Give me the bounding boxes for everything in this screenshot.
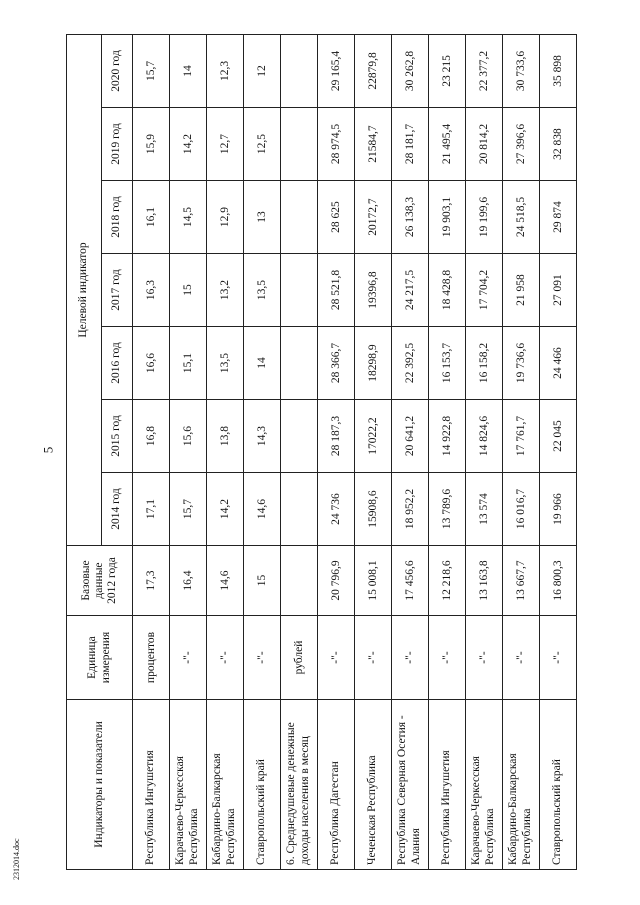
table-body: [133, 34, 577, 869]
year-value-cell: 14,2: [170, 108, 207, 181]
indicator-cell: Республика Дагестан: [318, 700, 355, 870]
unit-cell: -"-: [540, 616, 577, 700]
year-value-cell: 29 874: [540, 181, 577, 254]
year-value-cell: [281, 108, 318, 181]
rotated-table-container: [66, 30, 596, 870]
year-value-cell: 16 016,7: [503, 473, 540, 546]
year-value-cell: [281, 327, 318, 400]
base-value-cell: 20 796,9: [318, 546, 355, 616]
year-value-cell: 29 165,4: [318, 34, 355, 107]
header-year: 2016 год: [102, 327, 133, 400]
year-value-cell: 19 736,6: [503, 327, 540, 400]
year-value-cell: 21584,7: [355, 108, 392, 181]
header-target-indicator: Целевой индикатор: [67, 34, 102, 545]
base-value-cell: 16 800,3: [540, 546, 577, 616]
year-value-cell: 13,5: [244, 254, 281, 327]
year-value-cell: 28 187,3: [318, 400, 355, 473]
indicator-cell: Кабардино-Балкарская Республика: [207, 700, 244, 870]
year-value-cell: 15,7: [133, 34, 170, 107]
year-value-cell: 14,3: [244, 400, 281, 473]
unit-cell: процентов: [133, 616, 170, 700]
table-row: [281, 34, 318, 869]
table-row: [133, 34, 170, 869]
year-value-cell: 13 789,6: [429, 473, 466, 546]
year-value-cell: 24 217,5: [392, 254, 429, 327]
year-value-cell: 27 396,6: [503, 108, 540, 181]
year-value-cell: 14: [244, 327, 281, 400]
year-value-cell: [281, 254, 318, 327]
year-value-cell: 15,7: [170, 473, 207, 546]
year-value-cell: 28 181,7: [392, 108, 429, 181]
page-number: 5: [40, 446, 56, 454]
year-value-cell: 14,5: [170, 181, 207, 254]
year-value-cell: 32 838: [540, 108, 577, 181]
year-value-cell: 12,5: [244, 108, 281, 181]
header-unit: Единица измерения: [67, 616, 133, 700]
table-row: [392, 34, 429, 869]
year-value-cell: 16,3: [133, 254, 170, 327]
year-value-cell: 19 903,1: [429, 181, 466, 254]
table-row: [318, 34, 355, 869]
table-row: [244, 34, 281, 869]
file-name-note: 2312014.doc: [12, 838, 21, 880]
header-year: 2019 год: [102, 108, 133, 181]
year-value-cell: 17 761,7: [503, 400, 540, 473]
indicators-table: [66, 34, 577, 870]
year-value-cell: 27 091: [540, 254, 577, 327]
indicator-cell: Кабардино-Балкарская Республика: [503, 700, 540, 870]
year-value-cell: 14,6: [244, 473, 281, 546]
unit-cell: -"-: [244, 616, 281, 700]
year-value-cell: 22 377,2: [466, 34, 503, 107]
year-value-cell: 15: [170, 254, 207, 327]
year-value-cell: 20 641,2: [392, 400, 429, 473]
year-value-cell: [281, 400, 318, 473]
header-year: 2017 год: [102, 254, 133, 327]
year-value-cell: 13,2: [207, 254, 244, 327]
table-row: [466, 34, 503, 869]
year-value-cell: 17,1: [133, 473, 170, 546]
year-value-cell: 18 428,8: [429, 254, 466, 327]
year-value-cell: 18298,9: [355, 327, 392, 400]
header-year: 2014 год: [102, 473, 133, 546]
year-value-cell: 22 392,5: [392, 327, 429, 400]
year-value-cell: 19 966: [540, 473, 577, 546]
year-value-cell: 20172,7: [355, 181, 392, 254]
year-value-cell: [281, 473, 318, 546]
year-value-cell: 24 518,5: [503, 181, 540, 254]
base-value-cell: 15: [244, 546, 281, 616]
year-value-cell: 16 153,7: [429, 327, 466, 400]
year-value-cell: 16,1: [133, 181, 170, 254]
year-value-cell: 15,6: [170, 400, 207, 473]
year-value-cell: 13: [244, 181, 281, 254]
table-row: [355, 34, 392, 869]
year-value-cell: 18 952,2: [392, 473, 429, 546]
unit-cell: -"-: [466, 616, 503, 700]
year-value-cell: 19 199,6: [466, 181, 503, 254]
year-value-cell: 16,6: [133, 327, 170, 400]
base-value-cell: 13 163,8: [466, 546, 503, 616]
year-value-cell: 20 814,2: [466, 108, 503, 181]
year-value-cell: 30 262,8: [392, 34, 429, 107]
year-value-cell: 13,8: [207, 400, 244, 473]
header-indicators: Индикаторы и показатели: [67, 700, 133, 870]
year-value-cell: 13,5: [207, 327, 244, 400]
year-value-cell: 15,1: [170, 327, 207, 400]
table-row: [503, 34, 540, 869]
unit-cell: -"-: [170, 616, 207, 700]
year-value-cell: 16 158,2: [466, 327, 503, 400]
base-value-cell: 13 667,7: [503, 546, 540, 616]
indicator-cell: 6. Среднедушевые денежные доходы населения в месяц: [281, 700, 318, 870]
table-row: [170, 34, 207, 869]
table-row: [429, 34, 466, 869]
base-value-cell: 14,6: [207, 546, 244, 616]
unit-cell: -"-: [207, 616, 244, 700]
year-value-cell: 28 625: [318, 181, 355, 254]
year-value-cell: 12,7: [207, 108, 244, 181]
header-base-data: Базовые данные 2012 года: [67, 546, 133, 616]
year-value-cell: 28 521,8: [318, 254, 355, 327]
year-value-cell: [281, 181, 318, 254]
year-value-cell: 22 045: [540, 400, 577, 473]
year-value-cell: 16,8: [133, 400, 170, 473]
year-value-cell: 30 733,6: [503, 34, 540, 107]
year-value-cell: 14: [170, 34, 207, 107]
indicator-cell: Республика Ингушетия: [429, 700, 466, 870]
table-row: [207, 34, 244, 869]
year-value-cell: 12,9: [207, 181, 244, 254]
year-value-cell: 28 974,5: [318, 108, 355, 181]
indicator-cell: Республика Северная Осетия - Алания: [392, 700, 429, 870]
year-value-cell: 24 736: [318, 473, 355, 546]
indicator-cell: Республика Ингушетия: [133, 700, 170, 870]
year-value-cell: 22879,8: [355, 34, 392, 107]
header-year: 2018 год: [102, 181, 133, 254]
year-value-cell: 12,3: [207, 34, 244, 107]
year-value-cell: 35 898: [540, 34, 577, 107]
indicator-cell: Чеченская Республика: [355, 700, 392, 870]
base-value-cell: 12 218,6: [429, 546, 466, 616]
year-value-cell: 14 824,6: [466, 400, 503, 473]
year-value-cell: 26 138,3: [392, 181, 429, 254]
indicator-cell: Карачаево-Черкесская Республика: [466, 700, 503, 870]
unit-cell: -"-: [355, 616, 392, 700]
indicator-cell: Ставропольский край: [244, 700, 281, 870]
unit-cell: рублей: [281, 616, 318, 700]
year-value-cell: 28 366,7: [318, 327, 355, 400]
year-value-cell: 21 958: [503, 254, 540, 327]
year-value-cell: 17022,2: [355, 400, 392, 473]
year-value-cell: 15,9: [133, 108, 170, 181]
header-year: 2015 год: [102, 400, 133, 473]
unit-cell: -"-: [392, 616, 429, 700]
base-value-cell: 17,3: [133, 546, 170, 616]
year-value-cell: 13 574: [466, 473, 503, 546]
year-value-cell: 14,2: [207, 473, 244, 546]
year-value-cell: 24 466: [540, 327, 577, 400]
year-value-cell: 19396,8: [355, 254, 392, 327]
year-value-cell: 17 704,2: [466, 254, 503, 327]
year-value-cell: 15908,6: [355, 473, 392, 546]
unit-cell: -"-: [318, 616, 355, 700]
unit-cell: -"-: [503, 616, 540, 700]
year-value-cell: 12: [244, 34, 281, 107]
base-value-cell: 15 008,1: [355, 546, 392, 616]
base-value-cell: [281, 546, 318, 616]
indicator-cell: Ставропольский край: [540, 700, 577, 870]
indicator-cell: Карачаево-Черкесская Республика: [170, 700, 207, 870]
base-value-cell: 16,4: [170, 546, 207, 616]
header-year: 2020 год: [102, 34, 133, 107]
table-row: [540, 34, 577, 869]
year-value-cell: 23 215: [429, 34, 466, 107]
base-value-cell: 17 456,6: [392, 546, 429, 616]
year-value-cell: 14 922,8: [429, 400, 466, 473]
year-value-cell: [281, 34, 318, 107]
unit-cell: -"-: [429, 616, 466, 700]
year-value-cell: 21 495,4: [429, 108, 466, 181]
